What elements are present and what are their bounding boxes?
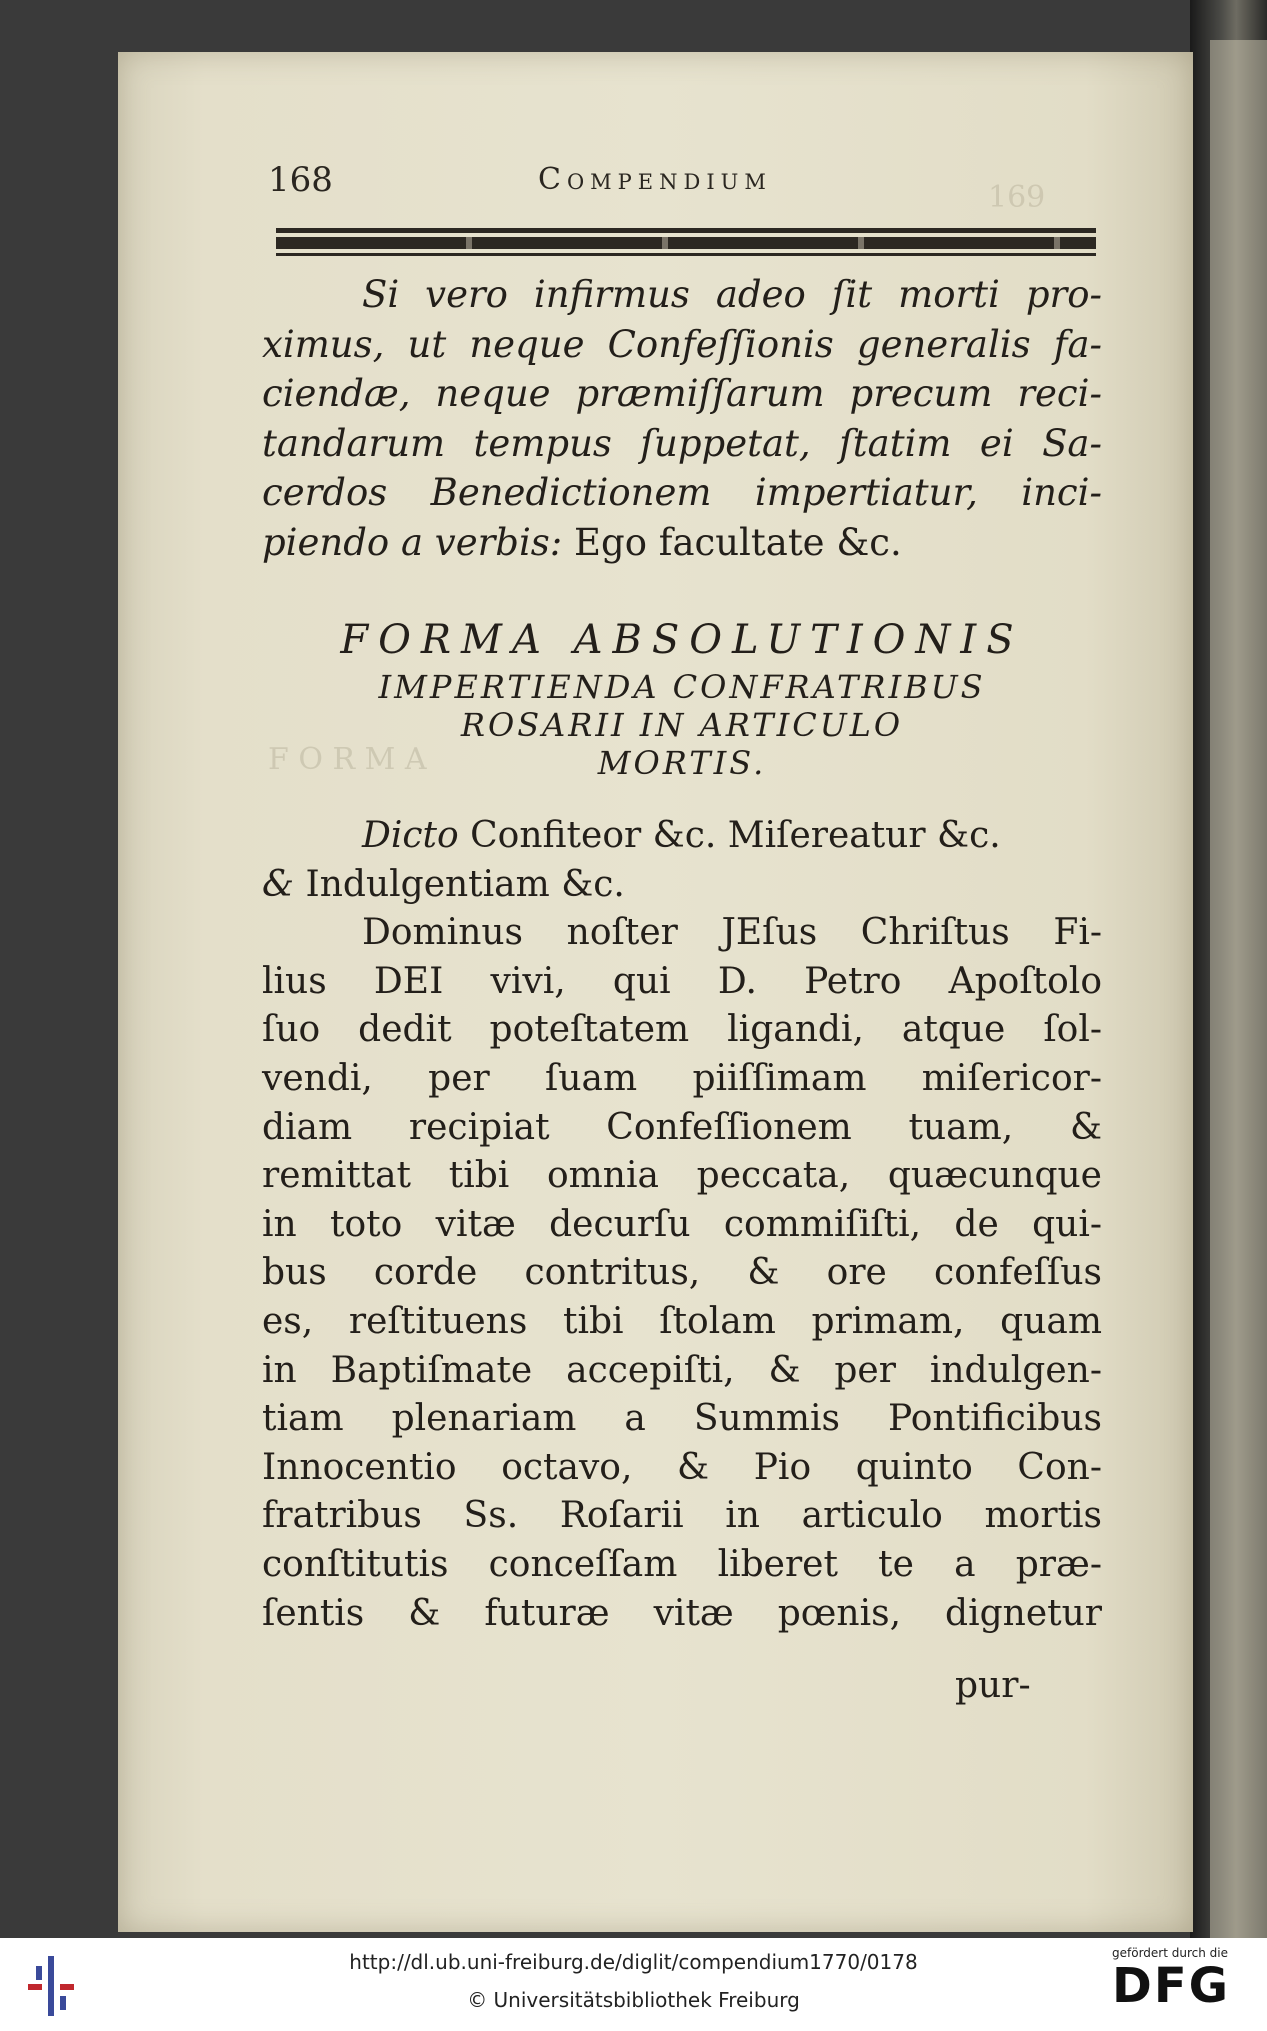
text-line: remittat tibi omnia peccata, quæcunque: [262, 1155, 1102, 1197]
title-line: IMPERTIENDA CONFRATRIBUS: [378, 668, 986, 706]
text-line: tiam plenariam a Summis Pontificibus: [262, 1398, 1102, 1440]
text-line: diam recipiat Confeſſionem tuam, &: [262, 1106, 1102, 1148]
header-ornament-rule: [276, 237, 1096, 249]
text-line: [262, 861, 1102, 910]
text-line: fratribus Ss. Roſarii in articulo mortis: [262, 1495, 1102, 1537]
text-line: tandarum tempus ſuppetat, ſtatim ei Sa-: [262, 421, 1102, 465]
text-roman: Confiteor &c. Miſereatur &c.: [458, 815, 1001, 856]
text-line: ſentis & futuræ vitæ pœnis, dignetur: [262, 1592, 1102, 1634]
running-head: Compendium: [538, 162, 772, 197]
header-rule: [276, 253, 1096, 256]
text-line: ciendæ, neque præmiſſarum precum reci-: [262, 372, 1102, 415]
text-italic: &: [262, 863, 306, 905]
header-rule: [276, 228, 1096, 233]
text-line: [262, 518, 1102, 568]
text-line: in Baptiſmate accepiſti, & per indulgen-: [262, 1349, 1102, 1391]
show-through-text: 169: [988, 180, 1046, 215]
viewer-footer: [0, 1938, 1267, 2031]
title-line: MORTIS.: [597, 744, 767, 782]
dfg-funding-badge: [1112, 1946, 1262, 2012]
text-line: in toto vitæ decurſu commiſiſti, de qui-: [262, 1203, 1102, 1245]
text-line: ſuo dedit poteſtatem ligandi, atque ſol-: [262, 1009, 1102, 1051]
text-line: es, reſtituens tibi ſtolam primam, quam: [262, 1300, 1102, 1342]
show-through-text: F O R M A: [268, 742, 427, 777]
text-line: vendi, per ſuam piiſſimam miſericor-: [262, 1057, 1102, 1099]
text-roman: Ego facultate &c.: [574, 520, 902, 564]
catchword: pur-: [955, 1665, 1031, 1706]
permalink-url[interactable]: http://dl.ub.uni-freiburg.de/diglit/compendium1770/0178: [349, 1950, 918, 1974]
copyright-notice: © Universitätsbibliothek Freiburg: [467, 1988, 800, 2012]
section-title: [262, 612, 1102, 782]
text-roman: Indulgentiam &c.: [305, 863, 625, 905]
page-number: 168: [268, 160, 333, 200]
facing-page-edge: [1210, 40, 1267, 1938]
dfg-logo: DFG: [1112, 1958, 1231, 2014]
text-line: ximus, ut neque Confeſſionis generalis fa-: [262, 322, 1102, 366]
text-line: Innocentio octavo, & Pio quinto Con-: [262, 1446, 1102, 1488]
text-line: bus corde contritus, & ore confeſſus: [262, 1252, 1102, 1294]
title-line: ROSARII IN ARTICULO: [460, 706, 904, 744]
funding-text: gefördert durch die: [1112, 1946, 1228, 1960]
text-line: conſtitutis conceſſam liberet te a præ-: [262, 1543, 1102, 1585]
absolution-text: [262, 812, 1102, 1638]
intro-paragraph: [262, 270, 1102, 567]
page-header: [268, 160, 1098, 210]
text-italic: piendo a verbis:: [262, 520, 575, 564]
text-line: Si vero infirmus adeo ſit morti pro-: [362, 273, 1102, 316]
text-line: [262, 812, 1102, 861]
text-line: Dominus noſter JEſus Chriſtus Fi-: [362, 912, 1102, 954]
text-line: cerdos Benedictionem impertiatur, inci-: [262, 471, 1102, 514]
text-italic: Dicto: [362, 815, 459, 856]
text-line: lius DEI vivi, qui D. Petro Apoſtolo: [262, 960, 1102, 1002]
title-line: FORMA ABSOLUTIONIS: [340, 617, 1024, 663]
